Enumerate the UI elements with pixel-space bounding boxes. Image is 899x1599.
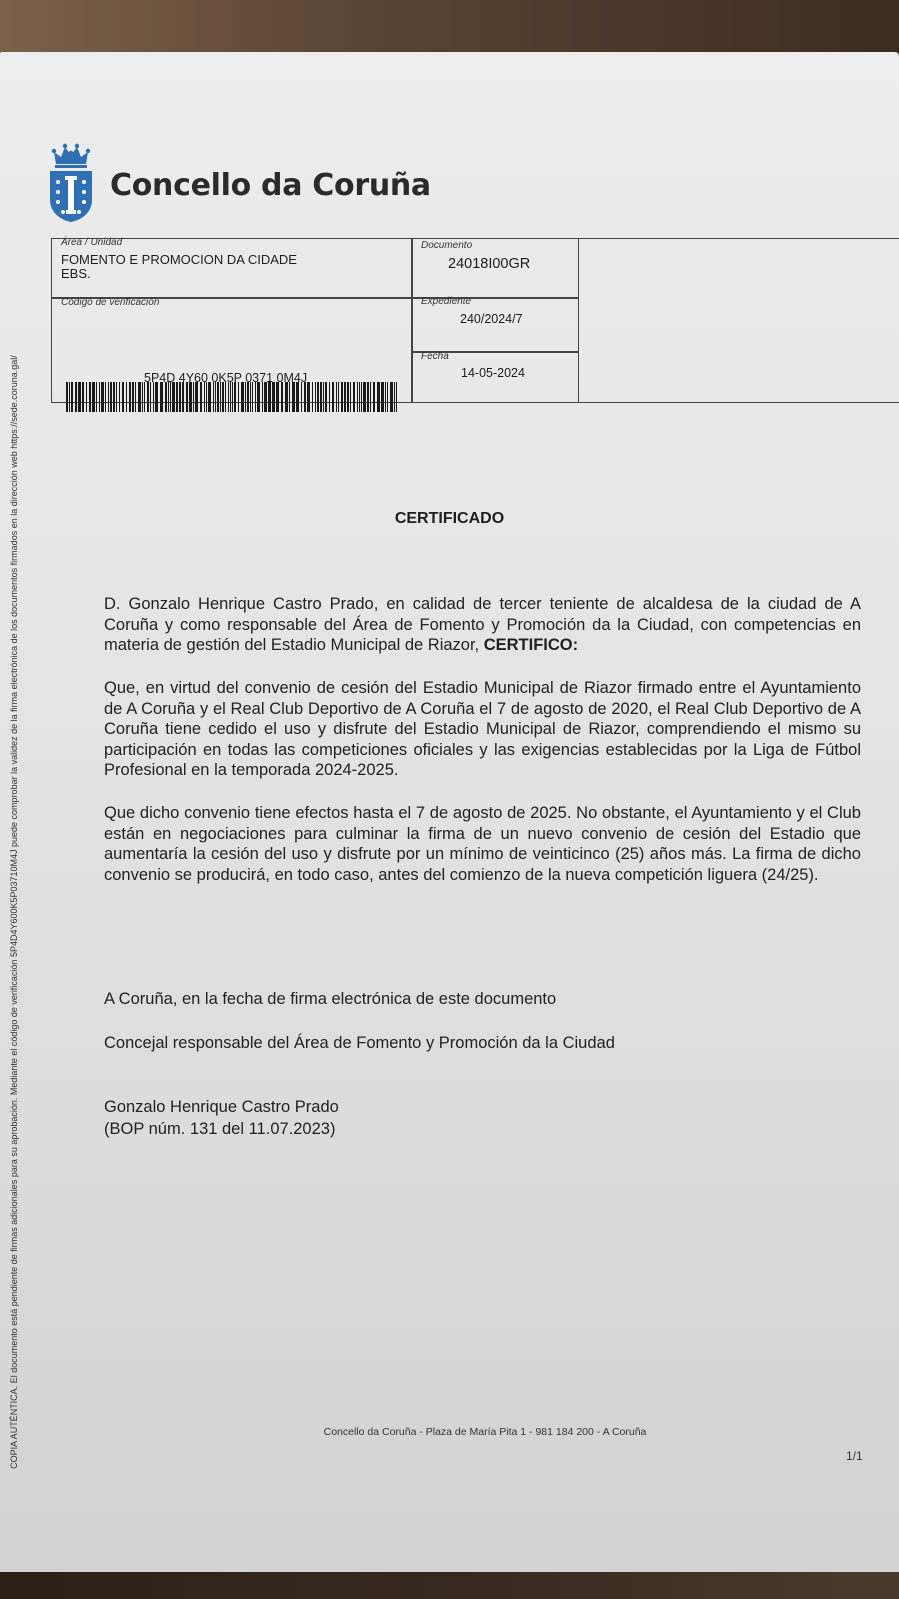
- barcode-bar: [312, 382, 313, 412]
- barcode-bar: [82, 382, 84, 412]
- barcode-bar: [215, 382, 216, 412]
- barcode-bar: [289, 382, 290, 412]
- barcode-bar: [307, 382, 310, 412]
- documento-value: 24018I00GR: [448, 256, 531, 272]
- verification-cell: [51, 297, 413, 403]
- barcode-bar: [99, 382, 100, 412]
- barcode-bar: [264, 382, 267, 412]
- fecha-cell: [411, 351, 579, 403]
- barcode-bar: [69, 382, 70, 412]
- barcode-bar: [257, 382, 260, 412]
- paragraph-validity: Que dicho convenio tiene efectos hasta el 7 de agosto de 2025. No obstante, el Ayuntamiento y el Club están en negociaciones para culminar la firma de un nuevo convenio de cesión del Estadio que aumentaría la cesión del uso y disfrute por un mínimo de veinticinco (25) años más. La firma de dicho convenio se producirá, en todo caso, antes del comienzo de la nueva competición liguera (24/25).: [104, 804, 861, 884]
- fecha-label: Fecha: [421, 351, 449, 362]
- barcode-bar: [367, 382, 369, 412]
- barcode-bar: [396, 382, 397, 412]
- barcode-bar: [234, 382, 236, 412]
- barcode-bar: [245, 382, 246, 412]
- barcode-bar: [255, 382, 256, 412]
- side-verification-note: COPIA AUTÉNTICA. El documento está pendiente de firmas adicionales para su aprobación. Mediante el código de verificación 5P4D4Y600K5P03710M4J puede comprobar la validez de la firma electrónica de los documentos firmados en la dirección web https://sede.coruna.gal/: [9, 355, 19, 1469]
- barcode-bar: [247, 382, 249, 412]
- documento-label: Documento: [421, 240, 473, 251]
- barcode-bar: [108, 382, 109, 412]
- document-page: [0, 52, 899, 1572]
- expediente-cell: [411, 297, 579, 353]
- barcode-bar: [217, 382, 219, 412]
- barcode-bar: [200, 382, 202, 412]
- barcode-bar: [189, 382, 192, 412]
- barcode-bar: [338, 382, 339, 412]
- barcode-bar: [144, 382, 145, 412]
- barcode-bar: [332, 382, 334, 412]
- barcode-bar: [373, 382, 375, 412]
- org-name: Concello da Coruña: [110, 167, 431, 203]
- paragraph-intro: [104, 594, 861, 656]
- letterhead: [48, 142, 431, 224]
- area-value: FOMENTO E PROMOCION DA CIDADE: [61, 252, 297, 267]
- barcode-bar: [230, 382, 231, 412]
- barcode-bar: [147, 382, 149, 412]
- barcode-bar: [336, 382, 337, 412]
- document-info-table: [51, 238, 899, 403]
- barcode-bar: [292, 382, 295, 412]
- barcode-bar: [132, 382, 134, 412]
- barcode-bar: [182, 382, 184, 412]
- barcode-bar: [119, 382, 120, 412]
- barcode-bar: [195, 382, 198, 412]
- barcode-bar: [179, 382, 181, 412]
- barcode-bar: [377, 382, 380, 412]
- barcode-bar: [155, 382, 158, 412]
- barcode-bar: [394, 382, 395, 412]
- barcode-bar: [110, 382, 112, 412]
- barcode-bar: [323, 382, 324, 412]
- barcode-bar: [116, 382, 117, 412]
- barcode-bar: [160, 382, 163, 412]
- barcode-bar: [193, 382, 194, 412]
- barcode-bar: [225, 382, 226, 412]
- barcode-bar: [113, 382, 115, 412]
- barcode-bar: [228, 382, 229, 412]
- barcode-bar: [186, 382, 188, 412]
- area-cell: [51, 238, 413, 299]
- barcode-bar: [176, 382, 178, 412]
- barcode-bar: [344, 382, 346, 412]
- barcode-bar: [304, 382, 306, 412]
- barcode-bar: [204, 382, 205, 412]
- barcode-bar: [220, 382, 221, 412]
- barcode-bar: [168, 382, 169, 412]
- place-date: A Coruña, en la fecha de firma electrónica de este documento: [104, 990, 557, 1008]
- barcode-bar: [232, 382, 233, 412]
- barcode-bar: [296, 382, 299, 412]
- barcode-bar: [138, 382, 141, 412]
- signer-reference: (BOP núm. 131 del 11.07.2023): [104, 1120, 336, 1138]
- barcode-bar: [329, 382, 330, 412]
- barcode-bar: [325, 382, 327, 412]
- barcode-bar: [285, 382, 288, 412]
- barcode-bar: [105, 382, 106, 412]
- barcode-bar: [126, 382, 127, 412]
- verification-code: 5P4D 4Y60 0K5P 0371 0M4J: [144, 371, 308, 385]
- barcode-bar: [89, 382, 91, 412]
- barcode-bar: [129, 382, 131, 412]
- verification-barcode: [66, 382, 400, 412]
- barcode-bar: [71, 382, 73, 412]
- barcode-bar: [347, 382, 349, 412]
- barcode-bar: [390, 382, 393, 412]
- crest-logo-icon: [48, 142, 94, 224]
- area-label: Área / Unidad: [61, 237, 123, 248]
- barcode-bar: [250, 382, 251, 412]
- barcode-bar: [281, 382, 283, 412]
- barcode-bar: [387, 382, 388, 412]
- barcode-bar: [272, 382, 275, 412]
- barcode-bar: [86, 382, 87, 412]
- barcode-bar: [75, 382, 77, 412]
- barcode-bar: [213, 382, 214, 412]
- signer-role: Concejal responsable del Área de Fomento y Promoción da la Ciudad: [104, 1034, 615, 1052]
- barcode-bar: [317, 382, 319, 412]
- footer-address: Concello da Coruña - Plaza de María Pita 1 - 981 184 200 - A Coruña: [323, 1426, 647, 1438]
- barcode-bar: [135, 382, 136, 412]
- barcode-bar: [361, 382, 362, 412]
- fecha-value: 14-05-2024: [461, 366, 525, 380]
- barcode-bar: [353, 382, 355, 412]
- barcode-bar: [142, 382, 143, 412]
- verification-label: Código de verificación: [61, 297, 160, 308]
- barcode-bar: [101, 382, 104, 412]
- barcode-bar: [222, 382, 224, 412]
- barcode-bar: [381, 382, 384, 412]
- barcode-bar: [96, 382, 97, 412]
- barcode-bar: [153, 382, 154, 412]
- barcode-bar: [150, 382, 151, 412]
- barcode-bar: [172, 382, 175, 412]
- barcode-bar: [370, 382, 371, 412]
- barcode-bar: [301, 382, 302, 412]
- area-value-line2: EBS.: [61, 266, 91, 281]
- paragraph-agreement: Que, en virtud del convenio de cesión del Estadio Municipal de Riazor firmado entre el Ayuntamiento de A Coruña y el Real Club Deportivo de A Coruña el 7 de agosto de 2020, el Real Club Deportivo de A Coruña tiene cedido el uso y disfrute del Estadio Municipal de Riazor, comprendiendo el mismo su participación en todas las competiciones oficiales y las exigencias establecidas por la Liga de Fútbol Profesional en la temporada 2024-2025.: [104, 679, 861, 779]
- expediente-label: Expediente: [421, 296, 472, 307]
- barcode-bar: [208, 382, 211, 412]
- page-number: 1/1: [846, 1449, 863, 1463]
- barcode-bar: [122, 382, 124, 412]
- barcode-bar: [238, 382, 239, 412]
- barcode-bar: [241, 382, 244, 412]
- barcode-bar: [276, 382, 279, 412]
- barcode-bar: [359, 382, 360, 412]
- barcode-bar: [357, 382, 358, 412]
- barcode-bar: [268, 382, 271, 412]
- expediente-value: 240/2024/7: [460, 312, 523, 326]
- barcode-bar: [315, 382, 316, 412]
- certifico-label: CERTIFICO:: [483, 636, 579, 654]
- document-title: CERTIFICADO: [394, 510, 505, 527]
- barcode-bar: [320, 382, 322, 412]
- paragraph-intro-text: D. Gonzalo Henrique Castro Prado, en calidad de tercer teniente de alcaldesa de la ciudad de A Coruña y como responsable del Área de Fomento y Promoción da la Ciudad, con competencias en materia de gestión del Estadio Municipal de Riazor,: [104, 595, 861, 654]
- barcode-bar: [385, 382, 386, 412]
- barcode-bar: [66, 382, 68, 412]
- documento-cell: [411, 238, 579, 299]
- barcode-bar: [252, 382, 253, 412]
- barcode-bar: [206, 382, 207, 412]
- barcode-bar: [341, 382, 343, 412]
- barcode-bar: [170, 382, 171, 412]
- barcode-bar: [78, 382, 81, 412]
- barcode-bar: [92, 382, 95, 412]
- signer-name: Gonzalo Henrique Castro Prado: [104, 1098, 339, 1116]
- barcode-bar: [350, 382, 351, 412]
- barcode-bar: [363, 382, 366, 412]
- barcode-bar: [262, 382, 263, 412]
- barcode-bar: [165, 382, 167, 412]
